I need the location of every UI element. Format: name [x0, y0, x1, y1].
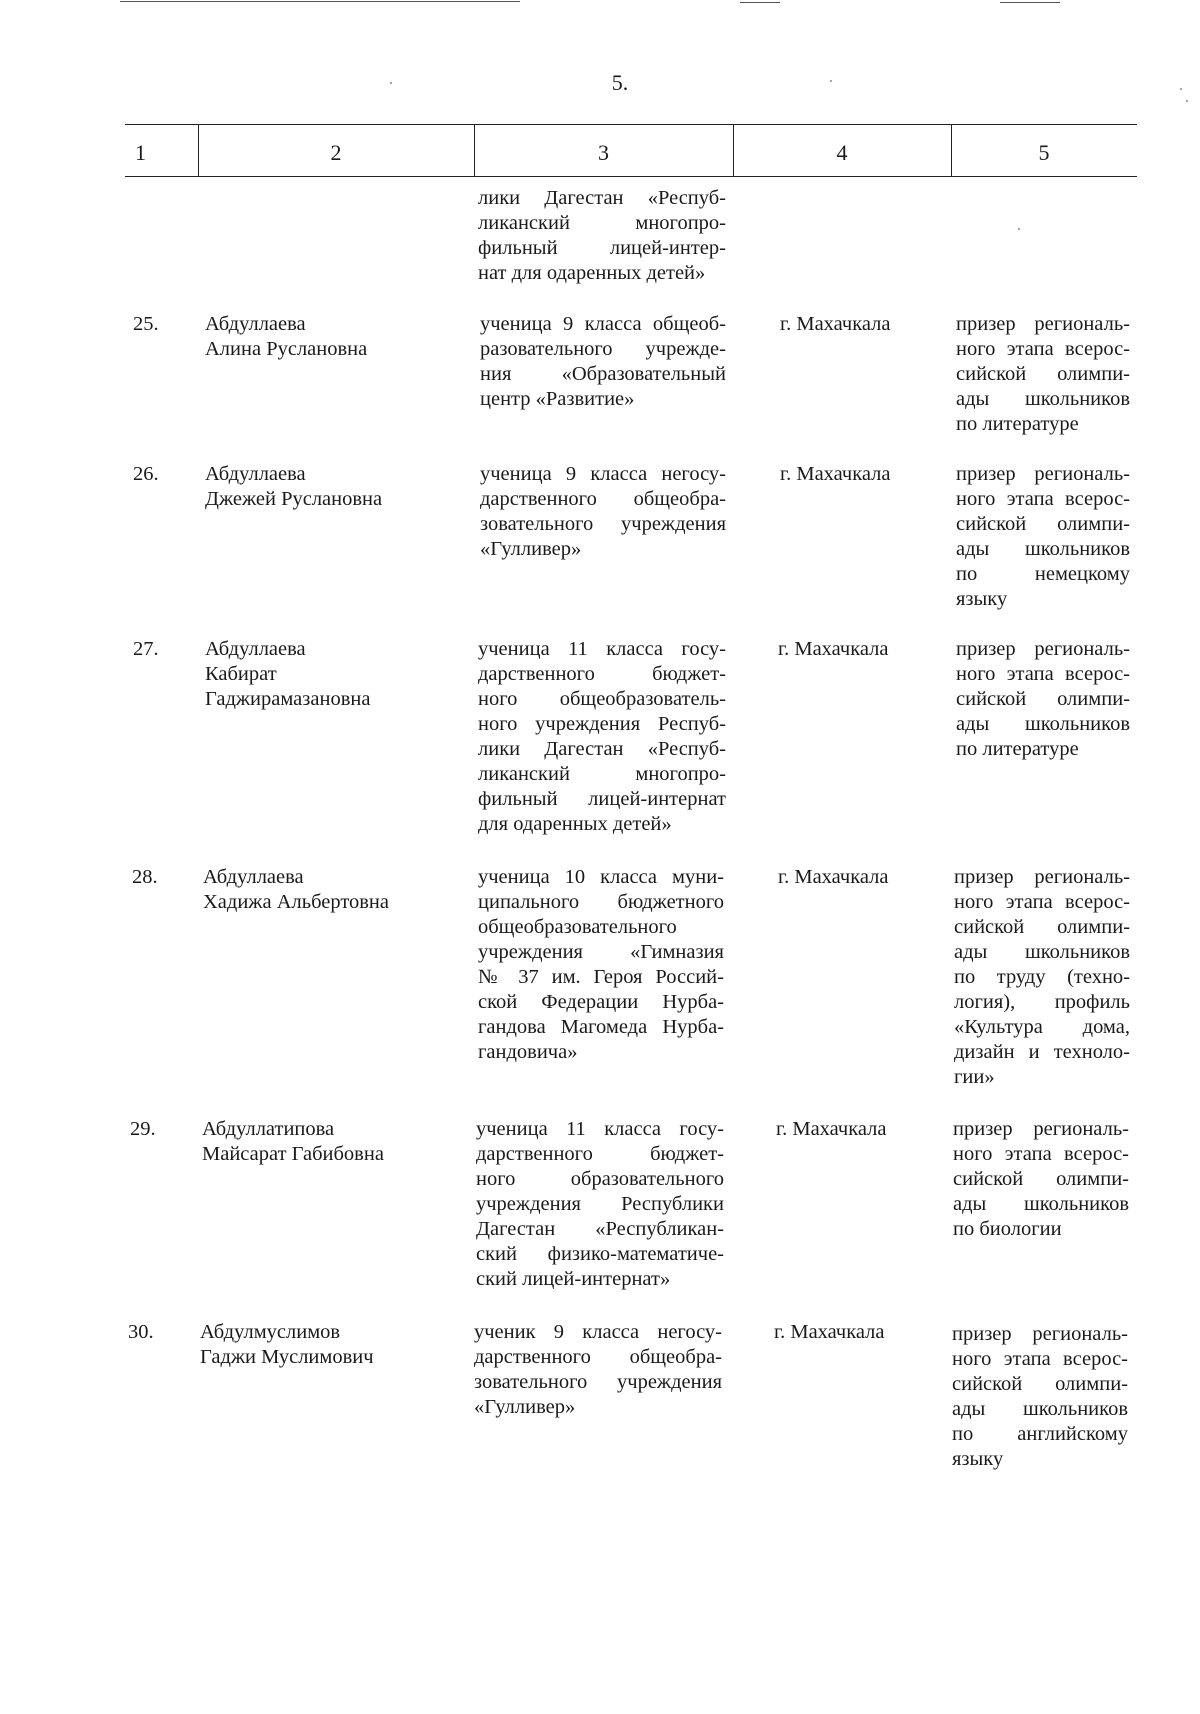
description-line: ного общеобразователь-: [478, 688, 726, 710]
description-line: ликанский многопро-: [478, 763, 726, 785]
student-description: [478, 637, 726, 837]
person-name: [205, 637, 465, 712]
scan-speck: [1018, 228, 1020, 230]
column-header-2: 2: [330, 140, 342, 165]
description-line: «Гулливер»: [480, 538, 582, 560]
award: [956, 312, 1130, 437]
person-name: [202, 1117, 464, 1167]
table-header-bottom-border: [125, 176, 1137, 177]
description-line: ученица 11 класса госу-: [476, 1118, 724, 1140]
description-line: разовательного учрежде-: [480, 338, 726, 360]
award: [952, 1322, 1128, 1472]
city: г. Махачкала: [778, 638, 889, 660]
description-line: № 37 им. Героя Россий-: [478, 966, 724, 988]
person-name: [205, 312, 465, 362]
name-line: Абдуллаева: [205, 638, 306, 660]
person-name: [200, 1320, 462, 1370]
description-line: ский физико-математиче-: [476, 1243, 724, 1265]
award: [956, 637, 1130, 762]
description-line: нат для одаренных детей»: [478, 262, 706, 284]
description-line: общеобразовательного: [478, 916, 677, 938]
student-description: [480, 462, 726, 562]
city: г. Махачкала: [780, 463, 891, 485]
award-line: языку: [956, 588, 1008, 610]
award-line: призер региональ-: [954, 866, 1130, 888]
table-top-border: [125, 124, 1137, 125]
description-line: ученица 9 класса негосу-: [480, 463, 726, 485]
award-line: сийской олимпи-: [956, 688, 1130, 710]
name-line: Хадижа Альбертовна: [203, 891, 390, 913]
award-line: ного этапа всерос-: [953, 1143, 1129, 1165]
row-number: 26.: [133, 463, 159, 485]
award-line: дизайн и техноло-: [954, 1041, 1130, 1063]
award-line: призер региональ-: [956, 313, 1130, 335]
award-line: «Культура дома,: [954, 1016, 1130, 1038]
name-line: Алина Руслановна: [205, 338, 368, 360]
row-number: 28.: [132, 866, 158, 888]
award-line: сийской олимпи-: [954, 916, 1130, 938]
description-line: дарственного бюджет-: [478, 663, 726, 685]
award-line: по английскому: [952, 1423, 1128, 1445]
award-line: ного этапа всерос-: [956, 488, 1130, 510]
description-line: зовательного учреждения: [480, 513, 726, 535]
description-line: ученица 11 класса госу-: [478, 638, 726, 660]
award: [953, 1117, 1129, 1242]
description-line: ской Федерации Нурба-: [478, 991, 724, 1013]
name-line: Джежей Руслановна: [205, 488, 383, 510]
award-line: ного этапа всерос-: [956, 338, 1130, 360]
student-description: [480, 312, 726, 412]
description-line: ципального бюджетного: [478, 891, 724, 913]
award-line: ады школьников: [956, 388, 1130, 410]
name-line: Абдуллатипова: [202, 1118, 335, 1140]
description-line: для одаренных детей»: [478, 813, 672, 835]
row-number: 30.: [128, 1321, 154, 1343]
description-line: Дагестан «Республикан-: [476, 1218, 724, 1240]
description-line: гандова Магомеда Нурба-: [478, 1016, 724, 1038]
city: г. Махачкала: [780, 313, 891, 335]
city: г. Махачкала: [776, 1118, 887, 1140]
award-line: призер региональ-: [956, 463, 1130, 485]
student-description: [474, 1320, 722, 1420]
award-line: по немецкому: [956, 563, 1130, 585]
award-line: призер региональ-: [956, 638, 1130, 660]
description-line: ский лицей-интернат»: [476, 1268, 671, 1290]
award-line: ного этапа всерос-: [954, 891, 1130, 913]
award-line: сийской олимпи-: [956, 513, 1130, 535]
row-number: 25.: [133, 313, 159, 335]
award-line: языку: [952, 1448, 1004, 1470]
student-description: [478, 865, 724, 1065]
row-number: 27.: [133, 638, 159, 660]
column-header-5: 5: [1038, 140, 1050, 165]
continuation-description: [478, 186, 726, 286]
award-line: ного этапа всерос-: [956, 663, 1130, 685]
award: [956, 462, 1130, 612]
description-line: фильный лицей-интер-: [478, 237, 726, 259]
column-header-1: 1: [135, 140, 146, 165]
description-line: ученица 9 класса общеоб-: [480, 313, 726, 335]
description-line: учреждения Республики: [476, 1193, 724, 1215]
scan-speck: [1186, 100, 1188, 102]
scan-edge-line: [120, 1, 520, 2]
award-line: гии»: [954, 1066, 995, 1088]
description-line: ликанский многопро-: [478, 212, 726, 234]
name-line: Кабират: [205, 663, 277, 685]
name-line: Гаджи Муслимович: [200, 1346, 374, 1368]
award-line: по литературе: [956, 413, 1079, 435]
award-line: сийской олимпи-: [953, 1168, 1129, 1190]
description-line: дарственного общеобра-: [474, 1346, 722, 1368]
description-line: зовательного учреждения: [474, 1371, 722, 1393]
description-line: фильный лицей-интернат: [478, 788, 726, 810]
name-line: Гаджирамазановна: [205, 688, 371, 710]
description-line: ученик 9 класса негосу-: [474, 1321, 722, 1343]
award-line: по труду (техно-: [954, 966, 1130, 988]
description-line: ного образовательного: [476, 1168, 724, 1190]
column-header-3: 3: [598, 140, 609, 165]
description-line: лики Дагестан «Респуб-: [478, 187, 726, 209]
description-line: дарственного бюджет-: [476, 1143, 724, 1165]
page-number: 5.: [611, 70, 629, 95]
name-line: Абдуллаева: [205, 313, 306, 335]
award-line: призер региональ-: [953, 1118, 1129, 1140]
award-line: сийской олимпи-: [956, 363, 1130, 385]
description-line: лики Дагестан «Респуб-: [478, 738, 726, 760]
award-line: по литературе: [956, 738, 1079, 760]
description-line: гандовича»: [478, 1041, 578, 1063]
description-line: ученица 10 класса муни-: [478, 866, 724, 888]
person-name: [203, 865, 465, 915]
person-name: [205, 462, 465, 512]
name-line: Майсарат Габибовна: [202, 1143, 384, 1165]
name-line: Абдулмуслимов: [200, 1321, 341, 1343]
award-line: сийской олимпи-: [952, 1373, 1128, 1395]
award: [954, 865, 1130, 1090]
award-line: логия), профиль: [954, 991, 1130, 1013]
description-line: дарственного общеобра-: [480, 488, 726, 510]
award-line: призер региональ-: [952, 1323, 1128, 1345]
description-line: ния «Образовательный: [480, 363, 726, 385]
city: г. Махачкала: [778, 866, 889, 888]
row-number: 29.: [130, 1118, 156, 1140]
award-line: ады школьников: [953, 1193, 1129, 1215]
award-line: ады школьников: [956, 713, 1130, 735]
award-line: ады школьников: [952, 1398, 1128, 1420]
scan-edge-line: [740, 2, 780, 3]
student-description: [476, 1117, 724, 1292]
name-line: Абдуллаева: [205, 463, 306, 485]
column-header-4: 4: [836, 140, 848, 165]
description-line: «Гулливер»: [474, 1396, 576, 1418]
scan-edge-line: [1000, 2, 1060, 3]
name-line: Абдуллаева: [203, 866, 304, 888]
description-line: центр «Развитие»: [480, 388, 635, 410]
award-line: ады школьников: [956, 538, 1130, 560]
description-line: учреждения «Гимназия: [478, 941, 724, 963]
award-line: по биологии: [953, 1218, 1062, 1240]
award-line: ного этапа всерос-: [952, 1348, 1128, 1370]
award-line: ады школьников: [954, 941, 1130, 963]
description-line: ного учреждения Респуб-: [478, 713, 726, 735]
city: г. Махачкала: [774, 1321, 885, 1343]
